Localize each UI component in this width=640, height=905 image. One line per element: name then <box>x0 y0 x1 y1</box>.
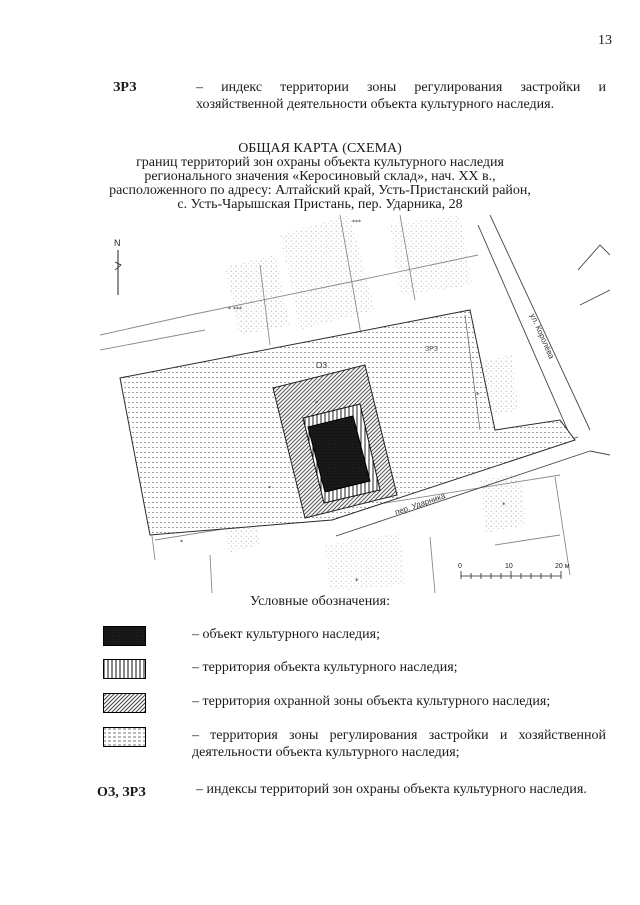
map-subtitle-line-1: границ территорий зон охраны объекта культурного наследия <box>136 155 504 170</box>
svg-text:*: * <box>268 485 271 492</box>
map-subtitle-line-2: регионального значения «Керосиновый склад», нач. ХХ в., <box>144 169 496 184</box>
index-code-zrz: ЗРЗ <box>113 80 137 95</box>
zone-label-oz: ОЗ <box>316 361 328 370</box>
street-label-udarnika: пер. Ударника <box>393 491 447 517</box>
index-definition-zrz: – индекс территории зоны регулирования застройки и хозяйственной деятельности объекта культурного наследия. <box>196 80 606 112</box>
scale-label-20: 20 м <box>555 563 570 570</box>
legend-swatch-regulation-zone <box>103 727 146 747</box>
svg-text:*: * <box>355 577 359 585</box>
scale-label-10: 10 <box>505 563 513 570</box>
svg-text:*: * <box>476 391 480 399</box>
legend-swatch-protection-zone <box>103 693 146 713</box>
site-map <box>100 215 610 593</box>
legend-text-regulation-zone: – территория зоны регулирования застройки и хозяйственной деятельности объекта культурного наследия; <box>192 728 606 760</box>
scale-bar <box>461 571 561 579</box>
svg-text:* ***: * *** <box>228 306 242 313</box>
svg-text:*: * <box>180 539 183 546</box>
legend-title: Условные обозначения: <box>249 594 391 609</box>
legend-swatch-territory <box>103 659 146 679</box>
svg-text:***: *** <box>352 219 361 226</box>
north-arrow-icon <box>115 250 121 295</box>
svg-text:*: * <box>315 400 318 407</box>
legend-text-protection-zone: – территория охранной зоны объекта культурного наследия; <box>192 694 551 709</box>
legend-text-object: – объект культурного наследия; <box>192 627 380 642</box>
map-title: ОБЩАЯ КАРТА (СХЕМА) <box>238 141 402 156</box>
legend-swatch-object <box>103 626 146 646</box>
index-code-oz-zrz: ОЗ, ЗРЗ <box>97 785 146 800</box>
svg-text:*: * <box>502 501 506 509</box>
map-title-block <box>60 142 580 212</box>
street-label-koroleva: ул. Королёва <box>528 312 557 361</box>
scale-label-0: 0 <box>458 563 462 570</box>
north-label: N <box>114 238 121 248</box>
map-subtitle-line-3: расположенного по адресу: Алтайский край, Усть-Пристанский район, <box>109 183 531 198</box>
page-number: 13 <box>598 33 612 48</box>
zone-label-zrz: ЗРЗ <box>425 346 438 353</box>
index-definition-oz-zrz: – индексы территорий зон охраны объекта культурного наследия. <box>196 782 587 797</box>
legend-text-territory: – территория объекта культурного наследия; <box>192 660 458 675</box>
map-subtitle-line-4: с. Усть-Чарышская Пристань, пер. Ударника, 28 <box>177 197 463 212</box>
